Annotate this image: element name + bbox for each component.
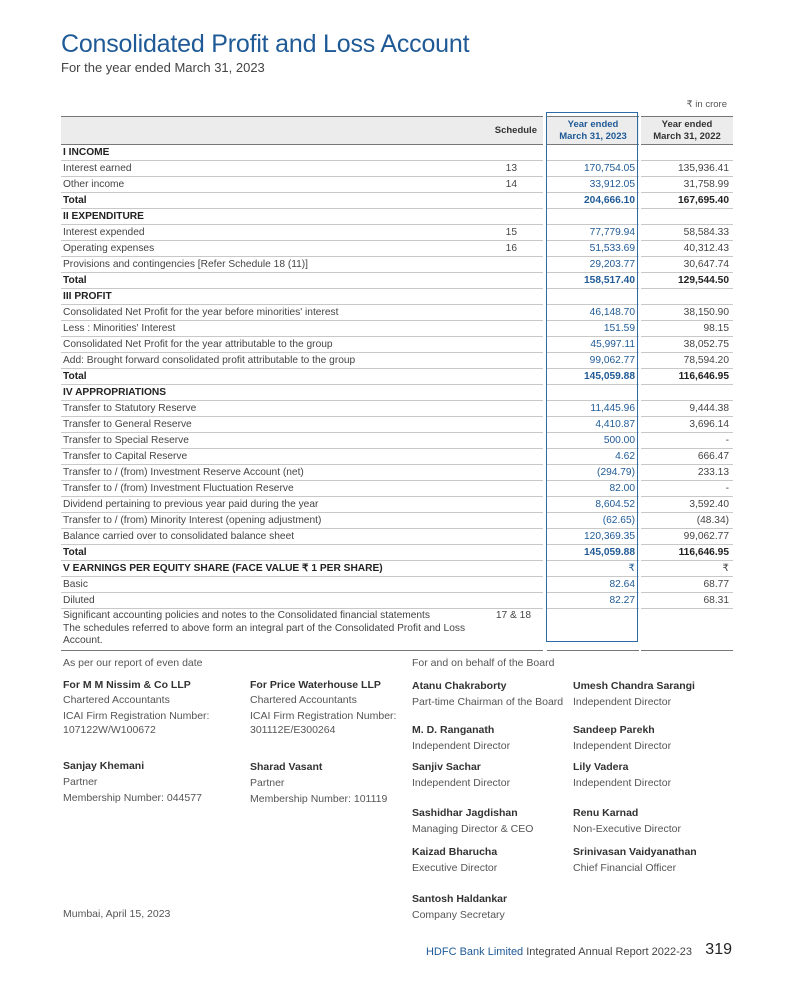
row-description: Balance carried over to consolidated balance sheet [61,529,481,545]
row-schedule [481,577,543,593]
row-schedule [481,337,543,353]
board-member-name: M. D. Ranganath [412,724,495,736]
row-schedule [481,545,543,561]
row-description: Operating expenses [61,241,481,257]
row-value-2022: - [641,433,733,449]
row-value-2023: 82.27 [547,593,639,609]
row-description: Total [61,193,481,209]
board-member-role: Company Secretary [412,909,505,921]
row-value-2023: 51,533.69 [547,241,639,257]
row-description: Basic [61,577,481,593]
auditor-2-firm: For Price Waterhouse LLP [250,679,381,691]
row-schedule [481,449,543,465]
auditor-1-block [63,678,209,737]
row-description: Provisions and contingencies [Refer Schedule 18 (11)] [61,257,481,273]
row-description: Less : Minorities' Interest [61,321,481,337]
header-cy-line1: Year ended [567,118,619,130]
header-py-line2: March 31, 2022 [653,130,721,142]
row-description: Transfer to Special Reserve [61,433,481,449]
row-description: I INCOME [61,145,481,161]
row-schedule [481,401,543,417]
board-member [573,806,681,836]
board-member-role: Executive Director [412,862,498,874]
board-member-name: Sashidhar Jagdishan [412,807,518,819]
board-member-name: Renu Karnad [573,807,639,819]
row-schedule [481,289,543,305]
board-member-role: Independent Director [573,696,672,708]
notes-line-2: The schedules referred to above form an integral part of the Consolidated Profit and Loss Account. [63,622,466,646]
row-value-2023: 170,754.05 [547,161,639,177]
board-member [412,760,510,790]
row-value-2022: 116,646.95 [641,369,733,385]
board-member-role: Independent Director [412,740,511,752]
row-value-2022: 38,052.75 [641,337,733,353]
row-value-2022 [641,385,733,401]
board-member-name: Sanjiv Sachar [412,761,481,773]
board-member [412,892,507,922]
row-schedule [481,321,543,337]
row-value-2022: 9,444.38 [641,401,733,417]
row-value-2023: 99,062.77 [547,353,639,369]
board-member-name: Kaizad Bharucha [412,846,498,858]
board-member [573,679,695,709]
page-number: 319 [705,941,732,958]
row-value-2022: 31,758.99 [641,177,733,193]
page-subtitle: For the year ended March 31, 2023 [61,60,265,75]
row-description: Other income [61,177,481,193]
notes-schedule: 17 & 18 [481,609,543,651]
row-value-2022: 40,312.43 [641,241,733,257]
row-value-2023: 151.59 [547,321,639,337]
row-schedule [481,193,543,209]
auditor-2-membership: Membership Number: 101119 [250,793,388,805]
row-description: Add: Brought forward consolidated profit attributable to the group [61,353,481,369]
row-value-2023: 82.00 [547,481,639,497]
board-member-name: Atanu Chakraborty [412,680,507,692]
notes-text [61,609,481,651]
board-member-role: Independent Director [412,777,511,789]
row-value-2022: 99,062.77 [641,529,733,545]
row-value-2023: 145,059.88 [547,369,639,385]
row-schedule [481,353,543,369]
auditor-1-partner: Sanjay Khemani [63,760,145,772]
row-schedule [481,433,543,449]
row-value-2022: 3,696.14 [641,417,733,433]
row-value-2022 [641,209,733,225]
row-schedule [481,305,543,321]
auditor-1-partner-block [63,759,202,805]
board-member [573,760,671,790]
board-note: For and on behalf of the Board [412,657,555,669]
board-member-name: Srinivasan Vaidyanathan [573,846,697,858]
row-value-2022: 129,544.50 [641,273,733,289]
row-value-2022: (48.34) [641,513,733,529]
row-value-2023: 33,912.05 [547,177,639,193]
row-schedule [481,561,543,577]
header-py-line1: Year ended [661,118,713,130]
auditor-1-role: Chartered Accountants [63,694,170,706]
row-schedule [481,465,543,481]
row-value-2022: 38,150.90 [641,305,733,321]
row-schedule [481,497,543,513]
row-schedule [481,417,543,433]
row-schedule [481,369,543,385]
row-value-2023: 8,604.52 [547,497,639,513]
row-schedule: 15 [481,225,543,241]
row-schedule: 13 [481,161,543,177]
row-schedule [481,481,543,497]
row-schedule [481,273,543,289]
row-schedule [481,513,543,529]
row-value-2022: 30,647.74 [641,257,733,273]
auditor-1-membership: Membership Number: 044577 [63,792,202,804]
board-member [412,845,497,875]
header-cy-line2: March 31, 2023 [559,130,627,142]
row-value-2022: 78,594.20 [641,353,733,369]
row-description: Consolidated Net Profit for the year before minorities' interest [61,305,481,321]
row-value-2023: 500.00 [547,433,639,449]
header-description-cell [61,117,481,145]
auditor-2-partner-role: Partner [250,777,285,789]
row-value-2023: 82.64 [547,577,639,593]
row-description: Dividend pertaining to previous year paid during the year [61,497,481,513]
auditor-2-role: Chartered Accountants [250,694,357,706]
row-value-2022: - [641,481,733,497]
row-description: Transfer to Statutory Reserve [61,401,481,417]
footer-report-name: Integrated Annual Report 2022-23 [526,946,692,958]
row-description: III PROFIT [61,289,481,305]
row-value-2022: 666.47 [641,449,733,465]
board-member-name: Sandeep Parekh [573,724,655,736]
footer-bank-name: HDFC Bank Limited [425,946,524,958]
board-member-role: Part-time Chairman of the Board [412,696,564,708]
row-schedule [481,257,543,273]
auditor-2-block [250,678,396,737]
row-description: Total [61,545,481,561]
row-value-2022: ₹ [641,561,733,577]
row-value-2023: (62.65) [547,513,639,529]
row-description: Interest earned [61,161,481,177]
auditor-2-reg-label: ICAI Firm Registration Number: [250,710,397,722]
board-member [573,723,671,753]
row-value-2022: 167,695.40 [641,193,733,209]
board-member-name: Santosh Haldankar [412,893,508,905]
row-description: Total [61,369,481,385]
row-value-2023: (294.79) [547,465,639,481]
row-schedule: 16 [481,241,543,257]
board-member-role: Chief Financial Officer [573,862,677,874]
auditor-2-partner: Sharad Vasant [250,761,323,773]
row-value-2023: 4.62 [547,449,639,465]
row-value-2022: 233.13 [641,465,733,481]
auditor-1-partner-role: Partner [63,776,98,788]
row-value-2023: 46,148.70 [547,305,639,321]
page-title: Consolidated Profit and Loss Account [61,30,470,58]
row-description: Interest expended [61,225,481,241]
row-value-2022: 68.77 [641,577,733,593]
row-description: II EXPENDITURE [61,209,481,225]
row-description: IV APPROPRIATIONS [61,385,481,401]
row-value-2022: 3,592.40 [641,497,733,513]
auditor-2-reg-no: 301112E/E300264 [250,724,336,736]
row-description: Transfer to / (from) Investment Reserve Account (net) [61,465,481,481]
board-member [412,679,563,709]
board-member-role: Independent Director [573,777,672,789]
row-value-2022: 58,584.33 [641,225,733,241]
row-value-2023: 77,779.94 [547,225,639,241]
row-value-2023: 11,445.96 [547,401,639,417]
row-schedule [481,145,543,161]
row-value-2023: ₹ [547,561,639,577]
row-value-2023: 158,517.40 [547,273,639,289]
board-member [412,806,533,836]
row-value-2022: 116,646.95 [641,545,733,561]
row-description: Transfer to General Reserve [61,417,481,433]
row-value-2023: 4,410.87 [547,417,639,433]
row-value-2022: 68.31 [641,593,733,609]
row-value-2022 [641,289,733,305]
notes-line-1: Significant accounting policies and notes to the Consolidated financial statements [63,610,430,621]
row-description: Transfer to / (from) Minority Interest (opening adjustment) [61,513,481,529]
report-note: As per our report of even date [63,657,203,669]
board-member [573,845,697,875]
row-value-2023: 120,369.35 [547,529,639,545]
row-description: Consolidated Net Profit for the year attributable to the group [61,337,481,353]
row-description: Total [61,273,481,289]
board-member [412,723,510,753]
row-value-2023: 204,666.10 [547,193,639,209]
board-member-role: Managing Director & CEO [412,823,534,835]
place-date: Mumbai, April 15, 2023 [63,908,171,920]
board-member-name: Lily Vadera [573,761,629,773]
row-description: Diluted [61,593,481,609]
auditor-1-reg-label: ICAI Firm Registration Number: [63,710,210,722]
header-schedule: Schedule [481,117,543,145]
row-schedule [481,529,543,545]
row-value-2023: 45,997.11 [547,337,639,353]
row-value-2022: 135,936.41 [641,161,733,177]
header-previous-year [641,117,733,145]
currency-unit-note: ₹ in crore [686,99,727,110]
row-description: Transfer to Capital Reserve [61,449,481,465]
row-value-2022 [641,145,733,161]
row-schedule [481,593,543,609]
auditor-1-reg-no: 107122W/W100672 [63,724,156,736]
row-value-2023: 145,059.88 [547,545,639,561]
auditor-1-firm: For M M Nissim & Co LLP [63,679,191,691]
row-value-2022: 98.15 [641,321,733,337]
row-schedule [481,385,543,401]
page-footer [426,946,692,958]
row-description: V EARNINGS PER EQUITY SHARE (FACE VALUE ₹ 1 PER SHARE) [61,561,481,577]
row-description: Transfer to / (from) Investment Fluctuation Reserve [61,481,481,497]
board-member-name: Umesh Chandra Sarangi [573,680,695,692]
row-schedule [481,209,543,225]
board-member-role: Non-Executive Director [573,823,681,835]
row-value-2023: 29,203.77 [547,257,639,273]
auditor-2-partner-block [250,760,387,806]
current-year-highlight-box [546,112,638,642]
board-member-role: Independent Director [573,740,672,752]
row-schedule: 14 [481,177,543,193]
